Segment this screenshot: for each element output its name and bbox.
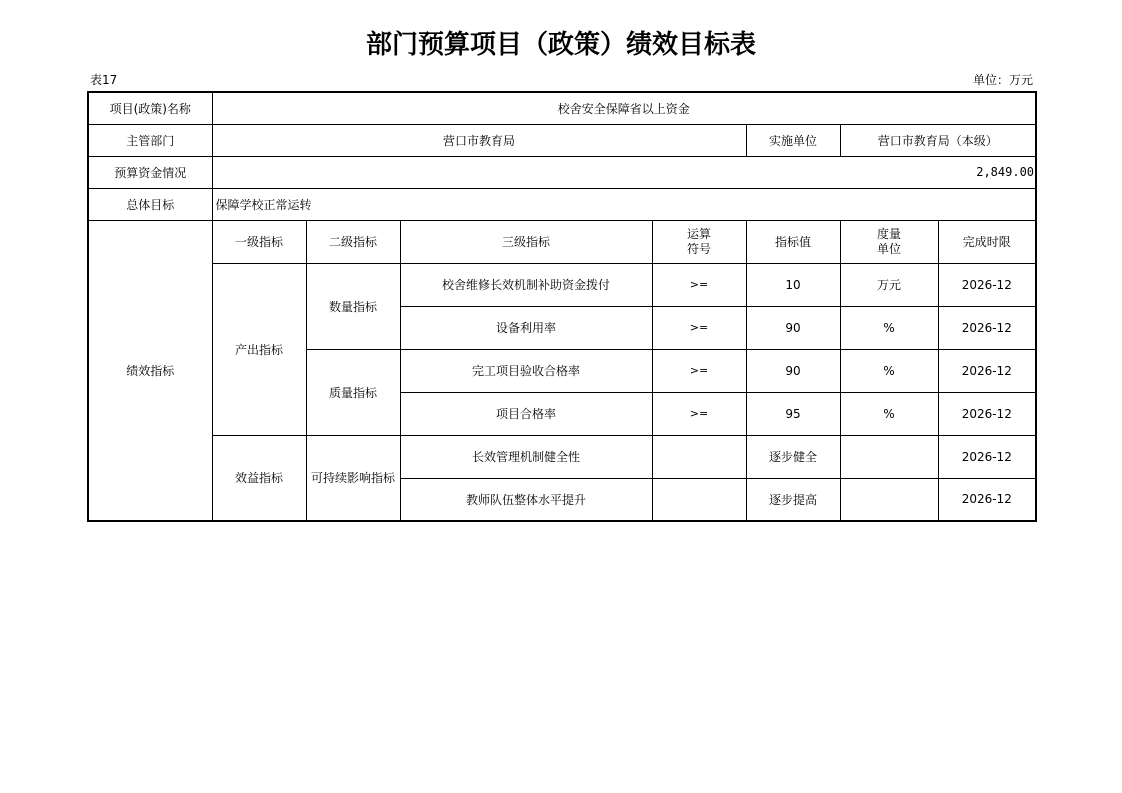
budget-value: 2,849.00 (212, 156, 1036, 188)
header-deadline: 完成时限 (938, 220, 1036, 263)
header-value: 指标值 (746, 220, 840, 263)
indicator-unit (840, 435, 938, 478)
indicator-unit (840, 478, 938, 521)
page-title: 部门预算项目（政策）绩效目标表 (365, 30, 756, 60)
unit-label: 单位：万元 (972, 73, 1033, 87)
header-unit-line2: 单位 (876, 241, 901, 256)
overall-goal-value: 保障学校正常运转 (212, 188, 1036, 220)
header-operator (652, 220, 746, 263)
indicator-operator: >= (652, 349, 746, 392)
indicator-value: 90 (746, 306, 840, 349)
indicator-unit: % (840, 306, 938, 349)
budget-row (88, 156, 1036, 188)
indicator-deadline: 2026-12 (938, 263, 1036, 306)
indicator-operator: >= (652, 306, 746, 349)
table-row (88, 435, 1036, 478)
indicator-value: 逐步健全 (746, 435, 840, 478)
table-number: 表17 (90, 73, 118, 87)
overall-goal-label: 总体目标 (88, 188, 212, 220)
indicator-name: 教师队伍整体水平提升 (400, 478, 652, 521)
indicator-deadline: 2026-12 (938, 392, 1036, 435)
indicator-name: 完工项目验收合格率 (400, 349, 652, 392)
indicator-value: 10 (746, 263, 840, 306)
sustainability-indicators-cell: 可持续影响指标 (306, 435, 400, 521)
implementing-unit-value: 营口市教育局（本级） (840, 124, 1036, 156)
header-operator-line1: 运算 (686, 226, 711, 241)
quality-indicators-cell: 质量指标 (306, 349, 400, 435)
output-indicators-cell: 产出指标 (212, 263, 306, 435)
header-level2: 二级指标 (306, 220, 400, 263)
overall-goal-row (88, 188, 1036, 220)
indicator-name: 长效管理机制健全性 (400, 435, 652, 478)
indicator-operator: >= (652, 263, 746, 306)
header-unit (840, 220, 938, 263)
indicator-operator: >= (652, 392, 746, 435)
department-value: 营口市教育局 (212, 124, 746, 156)
performance-target-table (87, 91, 1037, 522)
indicator-operator (652, 478, 746, 521)
indicator-deadline: 2026-12 (938, 306, 1036, 349)
performance-header-row (88, 220, 1036, 263)
indicator-deadline: 2026-12 (938, 349, 1036, 392)
indicator-value: 90 (746, 349, 840, 392)
indicator-name: 校舍维修长效机制补助资金拨付 (400, 263, 652, 306)
indicator-value: 95 (746, 392, 840, 435)
quantity-indicators-cell: 数量指标 (306, 263, 400, 349)
header-operator-line2: 符号 (686, 241, 711, 256)
implementing-unit-label: 实施单位 (746, 124, 840, 156)
indicator-unit: 万元 (840, 263, 938, 306)
project-name-value: 校舍安全保障省以上资金 (212, 92, 1036, 124)
indicator-name: 项目合格率 (400, 392, 652, 435)
indicator-value: 逐步提高 (746, 478, 840, 521)
header-unit-line1: 度量 (876, 226, 901, 241)
performance-indicators-label: 绩效指标 (88, 220, 212, 521)
indicator-unit: % (840, 392, 938, 435)
project-name-label: 项目(政策)名称 (88, 92, 212, 124)
department-row (88, 124, 1036, 156)
budget-label: 预算资金情况 (88, 156, 212, 188)
indicator-deadline: 2026-12 (938, 435, 1036, 478)
indicator-name: 设备利用率 (400, 306, 652, 349)
header-level3: 三级指标 (400, 220, 652, 263)
table-row (88, 263, 1036, 306)
indicator-unit: % (840, 349, 938, 392)
benefit-indicators-cell: 效益指标 (212, 435, 306, 521)
department-label: 主管部门 (88, 124, 212, 156)
indicator-operator (652, 435, 746, 478)
indicator-deadline: 2026-12 (938, 478, 1036, 521)
header-level1: 一级指标 (212, 220, 306, 263)
project-name-row (88, 92, 1036, 124)
